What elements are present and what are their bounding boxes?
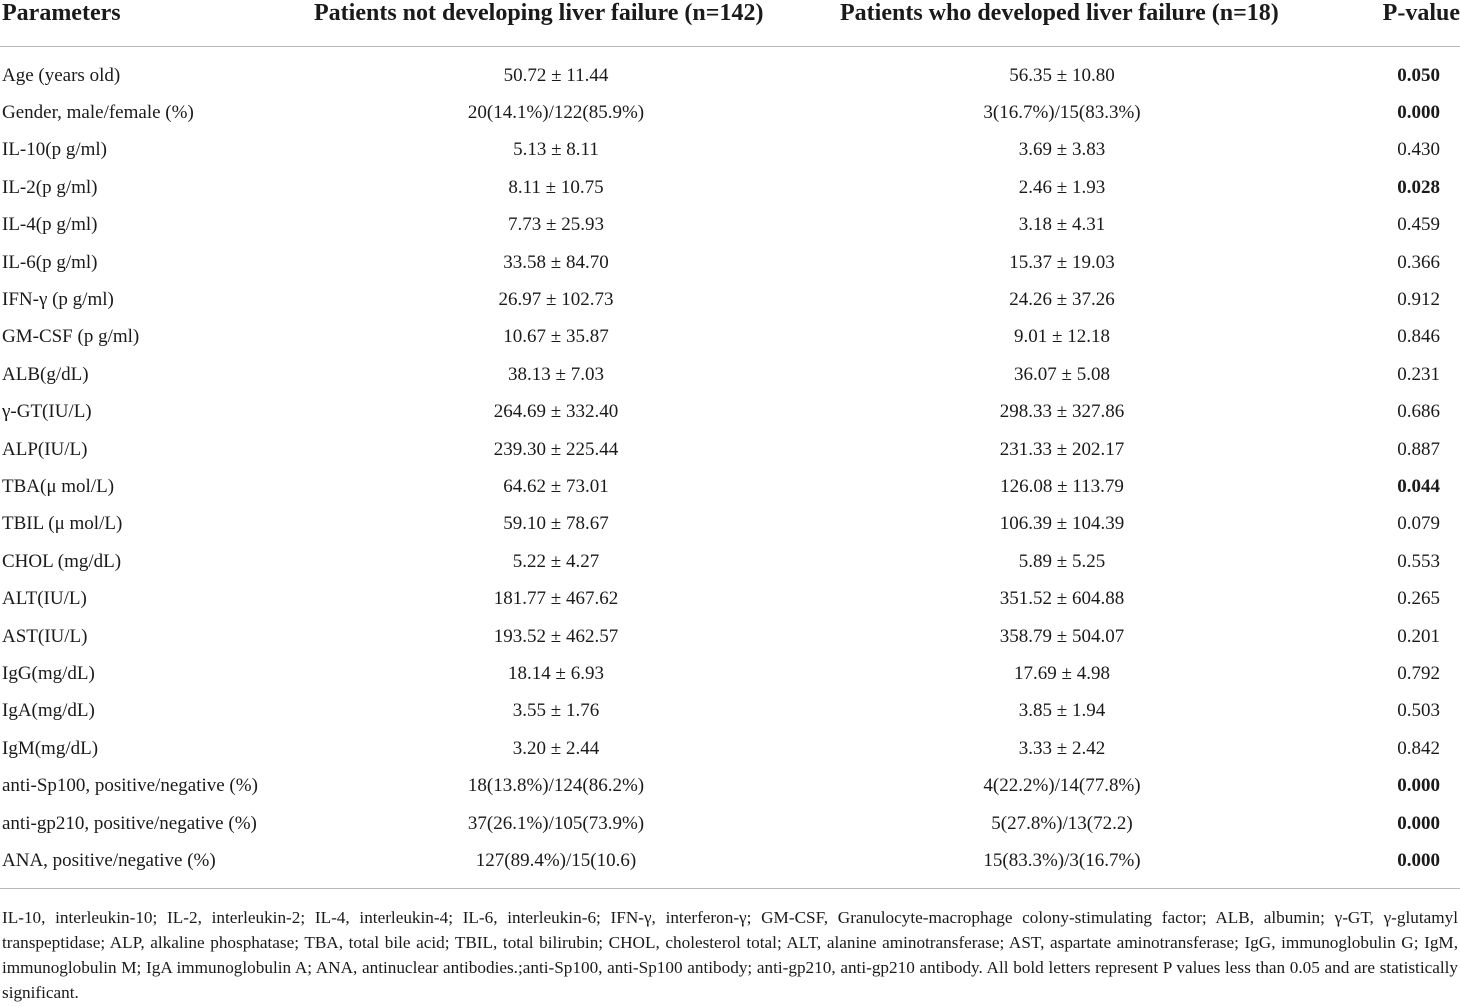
cell-developed: 351.52 ± 604.88 bbox=[999, 588, 1125, 610]
cell-p-value: 0.912 bbox=[1397, 289, 1440, 311]
cell-not-developing: 38.13 ± 7.03 bbox=[508, 363, 604, 385]
cell-parameter: IFN-γ (p g/ml) bbox=[2, 289, 114, 311]
cell-parameter: IgM(mg/dL) bbox=[2, 737, 99, 759]
cell-not-developing: 7.73 ± 25.93 bbox=[508, 214, 604, 236]
cell-p-value: 0.265 bbox=[1397, 588, 1440, 610]
cell-p-value: 0.686 bbox=[1397, 401, 1440, 423]
table-header bbox=[0, 0, 1460, 47]
cell-p-value: 0.000 bbox=[1360, 842, 1460, 888]
cell-developed: 3.69 ± 3.83 bbox=[1018, 139, 1106, 161]
cell-p-value: 0.044 bbox=[1397, 475, 1440, 497]
cell-not-developing: 64.62 ± 73.01 bbox=[503, 475, 609, 497]
cell-p-value: 0.231 bbox=[1397, 363, 1440, 385]
cell-parameter: anti-gp210, positive/negative (%) bbox=[2, 812, 257, 834]
cell-developed: 9.01 ± 12.18 bbox=[1014, 326, 1110, 348]
cell-not-developing: 3.55 ± 1.76 bbox=[512, 700, 600, 722]
cell-p-value: 0.201 bbox=[1397, 625, 1440, 647]
cell-p-value: 0.028 bbox=[1397, 176, 1440, 198]
table-row bbox=[0, 655, 1460, 692]
table-row bbox=[0, 431, 1460, 468]
cell-not-developing: 5.22 ± 4.27 bbox=[512, 550, 600, 572]
cell-developed: 2.46 ± 1.93 bbox=[1018, 176, 1106, 198]
cell-not-developing: 26.97 ± 102.73 bbox=[498, 289, 614, 311]
table-body bbox=[0, 47, 1460, 889]
cell-parameter: Age (years old) bbox=[2, 64, 121, 86]
cell-parameter: ANA, positive/negative (%) bbox=[0, 842, 290, 888]
header-developed: Patients who developed liver failure (n=18) bbox=[840, 0, 1360, 47]
table-row bbox=[0, 281, 1460, 318]
cell-parameter: GM-CSF (p g/ml) bbox=[2, 326, 140, 348]
cell-p-value: 0.553 bbox=[1397, 550, 1440, 572]
cell-p-value: 0.000 bbox=[1397, 812, 1440, 834]
cell-parameter: IgG(mg/dL) bbox=[2, 662, 95, 684]
cell-developed: 36.07 ± 5.08 bbox=[1014, 363, 1110, 385]
cell-not-developing: 18(13.8%)/124(86.2%) bbox=[467, 775, 645, 797]
cell-not-developing: 127(89.4%)/15(10.6) bbox=[290, 842, 840, 888]
cell-not-developing: 59.10 ± 78.67 bbox=[503, 513, 609, 535]
cell-parameter: AST(IU/L) bbox=[2, 625, 88, 647]
cell-developed: 17.69 ± 4.98 bbox=[1014, 662, 1110, 684]
cell-not-developing: 37(26.1%)/105(73.9%) bbox=[467, 812, 645, 834]
cell-not-developing: 193.52 ± 462.57 bbox=[493, 625, 619, 647]
table-row bbox=[0, 468, 1460, 505]
cell-parameter: IgA(mg/dL) bbox=[2, 700, 95, 722]
cell-parameter: anti-Sp100, positive/negative (%) bbox=[2, 775, 258, 797]
cell-not-developing: 5.13 ± 8.11 bbox=[513, 139, 599, 161]
table-row bbox=[0, 693, 1460, 730]
cell-not-developing: 3.20 ± 2.44 bbox=[512, 737, 600, 759]
table-row bbox=[0, 842, 1460, 888]
cell-not-developing: 264.69 ± 332.40 bbox=[493, 401, 619, 423]
cell-parameter: IL-10(p g/ml) bbox=[2, 139, 108, 161]
header-parameters: Parameters bbox=[0, 0, 290, 47]
cell-parameter: CHOL (mg/dL) bbox=[2, 550, 122, 572]
cell-not-developing: 33.58 ± 84.70 bbox=[503, 251, 609, 273]
cell-p-value: 0.366 bbox=[1397, 251, 1440, 273]
table-row bbox=[0, 618, 1460, 655]
cell-parameter: ALP(IU/L) bbox=[2, 438, 88, 460]
cell-developed: 3.85 ± 1.94 bbox=[1018, 700, 1106, 722]
cell-developed: 15(83.3%)/3(16.7%) bbox=[840, 842, 1360, 888]
cell-developed: 4(22.2%)/14(77.8%) bbox=[983, 775, 1141, 797]
cell-not-developing: 239.30 ± 225.44 bbox=[493, 438, 619, 460]
cell-p-value: 0.842 bbox=[1397, 737, 1440, 759]
cell-developed: 15.37 ± 19.03 bbox=[1009, 251, 1115, 273]
cell-p-value: 0.000 bbox=[1397, 102, 1440, 124]
cell-developed: 3(16.7%)/15(83.3%) bbox=[983, 102, 1141, 124]
table-row bbox=[0, 47, 1460, 95]
table-row bbox=[0, 394, 1460, 431]
table-row bbox=[0, 767, 1460, 804]
cell-not-developing: 20(14.1%)/122(85.9%) bbox=[467, 102, 645, 124]
cell-parameter: ALB(g/dL) bbox=[2, 363, 89, 385]
cell-p-value: 0.792 bbox=[1397, 662, 1440, 684]
cell-parameter: TBIL (μ mol/L) bbox=[2, 513, 123, 535]
table-row bbox=[0, 132, 1460, 169]
cell-parameter: Gender, male/female (%) bbox=[2, 102, 194, 124]
table-row bbox=[0, 506, 1460, 543]
cell-developed: 231.33 ± 202.17 bbox=[999, 438, 1125, 460]
cell-not-developing: 181.77 ± 467.62 bbox=[493, 588, 619, 610]
table-row bbox=[0, 207, 1460, 244]
table-row bbox=[0, 730, 1460, 767]
cell-not-developing: 50.72 ± 11.44 bbox=[503, 64, 609, 86]
cell-developed: 126.08 ± 113.79 bbox=[1000, 475, 1124, 497]
table-row bbox=[0, 244, 1460, 281]
cell-p-value: 0.459 bbox=[1397, 214, 1440, 236]
cell-p-value: 0.430 bbox=[1397, 139, 1440, 161]
cell-not-developing: 8.11 ± 10.75 bbox=[508, 176, 604, 198]
cell-developed: 5.89 ± 5.25 bbox=[1018, 550, 1106, 572]
cell-developed: 24.26 ± 37.26 bbox=[1009, 289, 1115, 311]
cell-developed: 5(27.8%)/13(72.2) bbox=[991, 812, 1133, 834]
cell-p-value: 0.050 bbox=[1397, 64, 1440, 86]
cell-parameter: ALT(IU/L) bbox=[2, 588, 87, 610]
cell-developed: 3.18 ± 4.31 bbox=[1018, 214, 1106, 236]
cell-parameter: TBA(μ mol/L) bbox=[2, 475, 115, 497]
cell-p-value: 0.079 bbox=[1397, 513, 1440, 535]
table-row bbox=[0, 356, 1460, 393]
header-p-value: P-value bbox=[1360, 0, 1460, 47]
cell-developed: 106.39 ± 104.39 bbox=[999, 513, 1125, 535]
cell-p-value: 0.000 bbox=[1397, 775, 1440, 797]
cell-parameter: IL-4(p g/ml) bbox=[2, 214, 98, 236]
table-row bbox=[0, 543, 1460, 580]
cell-parameter: γ-GT(IU/L) bbox=[2, 401, 92, 423]
table-row bbox=[0, 319, 1460, 356]
table-row bbox=[0, 805, 1460, 842]
header-not-developing: Patients not developing liver failure (n=142) bbox=[290, 0, 840, 47]
cell-p-value: 0.503 bbox=[1397, 700, 1440, 722]
cell-developed: 298.33 ± 327.86 bbox=[999, 401, 1125, 423]
cell-developed: 56.35 ± 10.80 bbox=[1009, 64, 1115, 86]
cell-parameter: IL-2(p g/ml) bbox=[2, 176, 98, 198]
table-footnote: IL-10, interleukin-10; IL-2, interleukin-2; IL-4, interleukin-4; IL-6, interleukin-6; IFN-γ, interferon-γ; GM-CSF, Granulocyte-macrophage colony-stimulating factor; ALB, albumin; γ-GT, γ-glutamyl transpeptidase; ALP, alkaline phosphatase; TBA, total bile acid; TBIL, total bilirubin; CHOL, cholesterol total; ALT, alanine aminotransferase; AST, aspartate aminotransferase; IgG, immunoglobulin G; IgM, immunoglobulin M; IgA immunoglobulin A; ANA, antinuclear antibodies.;anti-Sp100, anti-Sp100 antibody; anti-gp210, anti-gp210 antibody. All bold letters represent P values less than 0.05 and are statistically significant. bbox=[2, 908, 1458, 1002]
cell-parameter: IL-6(p g/ml) bbox=[2, 251, 98, 273]
table-row bbox=[0, 169, 1460, 206]
cell-not-developing: 18.14 ± 6.93 bbox=[508, 662, 604, 684]
cell-p-value: 0.887 bbox=[1397, 438, 1440, 460]
table-row bbox=[0, 580, 1460, 617]
cell-not-developing: 10.67 ± 35.87 bbox=[503, 326, 609, 348]
cell-developed: 3.33 ± 2.42 bbox=[1018, 737, 1106, 759]
header-row bbox=[0, 0, 1460, 47]
table-row bbox=[0, 94, 1460, 131]
cell-p-value: 0.846 bbox=[1397, 326, 1440, 348]
cell-developed: 358.79 ± 504.07 bbox=[999, 625, 1125, 647]
